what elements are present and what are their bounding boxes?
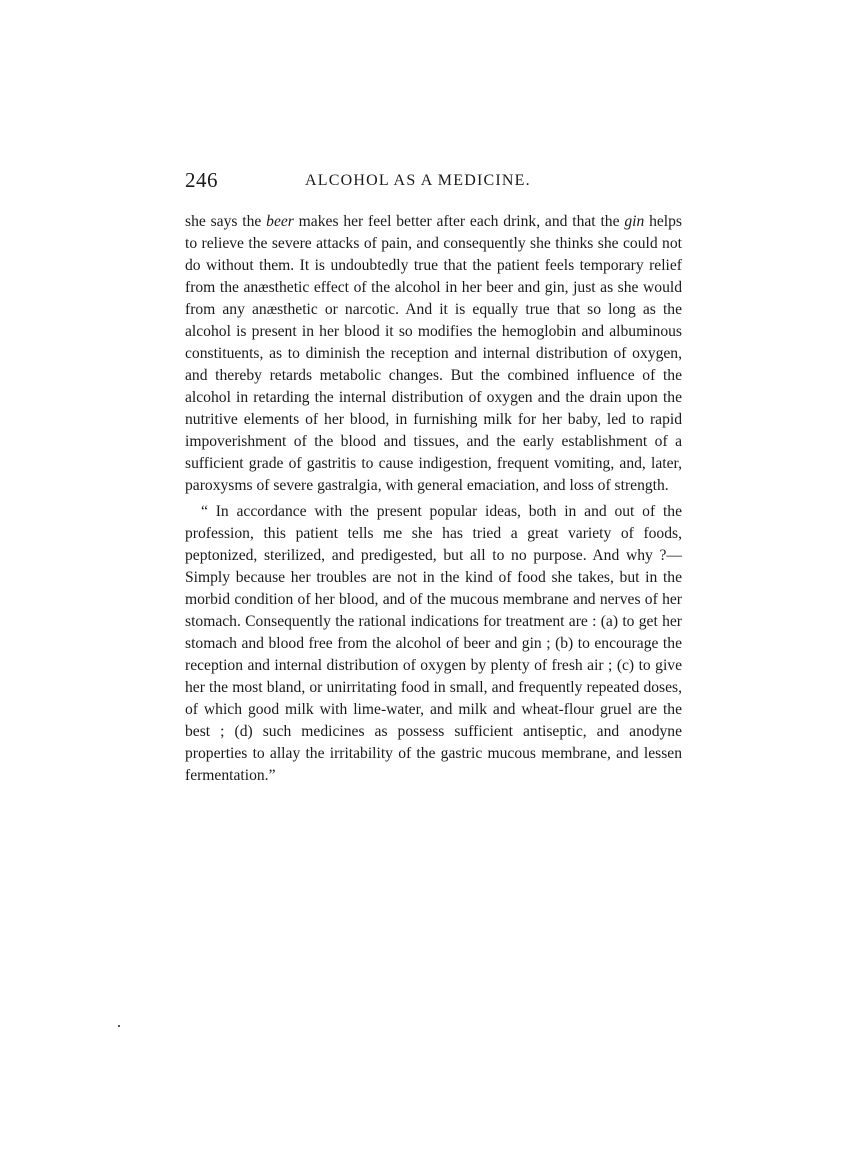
paragraph-1 — [185, 211, 682, 497]
item-marker-c: (c) — [616, 657, 635, 674]
item-marker-b: (b) — [555, 635, 574, 652]
body-text — [185, 211, 682, 787]
item-marker-a: (a) — [600, 613, 619, 630]
beer-emphasis: beer — [266, 213, 294, 230]
paragraph-1-text-3: helps to relieve the severe attacks of pain, and consequently she thinks she could not do without them. It is undoubtedly true that the patient feels temporary relief from the anæsthetic effect of the alcohol in her beer and gin, just as she would from any anæsthetic or narcotic. And it is equally true that so long as the alcohol is present in her blood it so modifies the hemoglobin and albuminous constituents, as to diminish the reception and internal distribution of oxygen, and thereby retards metabolic changes. But the combined influence of the alcohol in retarding the internal distribution of oxygen and the drain upon the nutritive elements of her blood, in furnishing milk for her baby, led to rapid impoverishment of the blood and tissues, and the early establishment of a sufficient grade of gastritis to cause indigestion, frequent vomiting, and, later, paroxysms of severe gastralgia, with general emaciation, and loss of strength. — [185, 213, 682, 494]
page-number: 246 — [185, 168, 218, 192]
paragraph-2-text-1: “ In accordance with the present popular ideas, both in and out of the profession, this patient tells me she has tried a great variety of foods, peptonized, sterilized, and predigested, but all to no purpose. And why ?—Simply because her troubles are not in the kind of food she takes, but in the morbid condition of her blood, and of the mucous membrane and nerves of her stomach. Consequently the rational indications for treatment are : — [185, 503, 682, 630]
running-title: ALCOHOL AS A MEDICINE. — [305, 172, 531, 189]
scan-speck — [118, 1025, 120, 1027]
running-head — [185, 168, 685, 196]
paragraph-2-text-4: to give her the most bland, or unirritating food in small, and frequently repeated doses, of which good milk with lime-water, and milk and wheat-flour gruel are the best ; — [185, 657, 682, 740]
gin-emphasis: gin — [624, 213, 645, 230]
paragraph-2 — [185, 501, 682, 787]
item-marker-d: (d) — [234, 723, 253, 740]
paragraph-2-text-2: to get her stomach and blood free from the alcohol of beer and gin ; — [185, 613, 682, 652]
paragraph-1-text-2: makes her feel better after each drink, and that the — [293, 213, 625, 230]
paragraph-1-text-1: she says the — [185, 213, 267, 230]
paragraph-2-text-5: such medicines as possess sufficient antiseptic, and anodyne properties to allay the irritability of the gastric mucous membrane, and lessen fermentation.” — [185, 723, 683, 784]
paragraph-2-text-3: to encourage the reception and internal distribution of oxygen by plenty of fresh air ; — [185, 635, 682, 674]
